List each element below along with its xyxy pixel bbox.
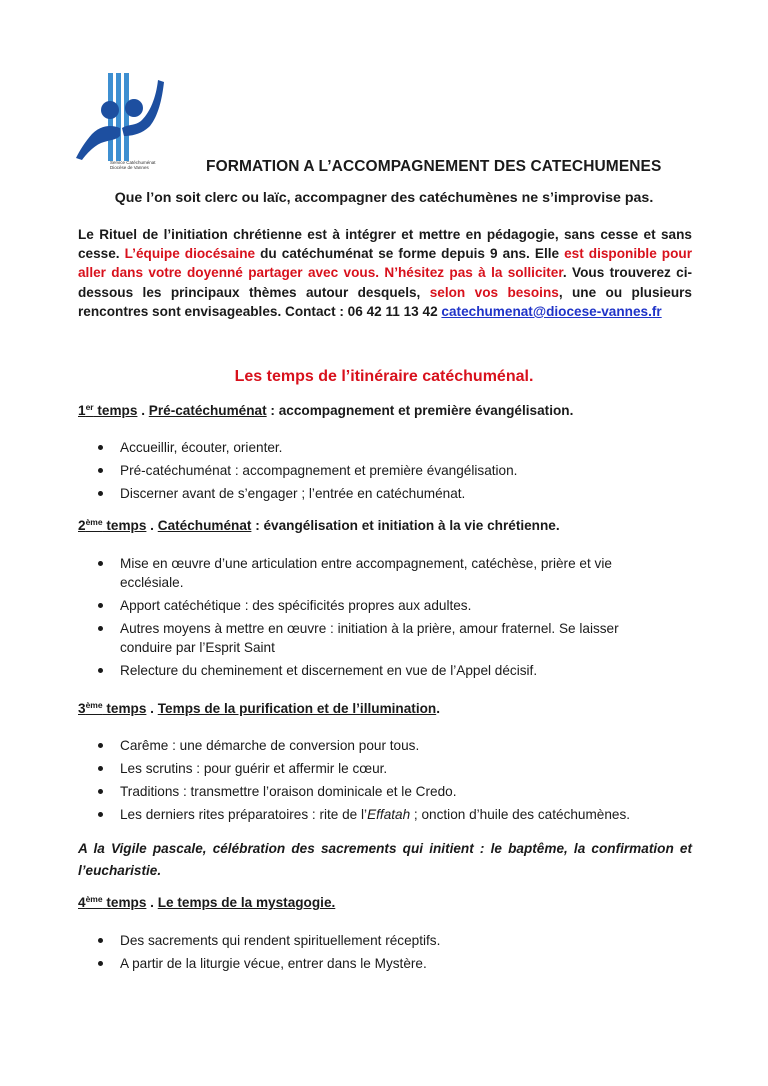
page-title: FORMATION A L’ACCOMPAGNEMENT DES CATECHUMENES bbox=[206, 158, 662, 175]
bullet-icon bbox=[98, 938, 103, 943]
bullet-icon bbox=[98, 668, 103, 673]
bullet-icon bbox=[98, 743, 103, 748]
svg-text:Service Catéchuménat: Service Catéchuménat bbox=[110, 160, 156, 165]
list-item: Relecture du cheminement et discernement en vue de l’Appel décisif. bbox=[96, 661, 656, 680]
highlight-disponible: est disponible pour aller dans votre doyenné partager avec vous. N’hésitez pas à la solliciter bbox=[78, 246, 693, 281]
list-item: Autres moyens à mettre en œuvre : initiation à la prière, amour fraternel. Se laisser conduire par l’Esprit Saint bbox=[96, 619, 656, 657]
list-item: A partir de la liturgie vécue, entrer dans le Mystère. bbox=[96, 954, 656, 973]
temps-3-list bbox=[96, 736, 656, 828]
temps-4-heading: 4ème temps . Le temps de la mystagogie. bbox=[78, 894, 336, 910]
svg-text:Diocèse de Vannes: Diocèse de Vannes bbox=[110, 165, 149, 170]
temps-3-heading: 3ème temps . Temps de la purification et de l’illumination. bbox=[78, 700, 440, 716]
list-item: Accueillir, écouter, orienter. bbox=[96, 438, 656, 457]
contact-email-link[interactable]: catechumenat@diocese-vannes.fr bbox=[441, 303, 662, 319]
temps-2-list bbox=[96, 554, 656, 684]
bullet-icon bbox=[98, 491, 103, 496]
page-subtitle: Que l’on soit clerc ou laïc, accompagner des catéchumènes ne s’improvise pas. bbox=[114, 190, 654, 206]
bullet-icon bbox=[98, 603, 103, 608]
list-item: Discerner avant de s’engager ; l’entrée en catéchuménat. bbox=[96, 484, 656, 503]
temps-1-list bbox=[96, 438, 656, 507]
logo-figures-icon bbox=[70, 70, 170, 170]
temps-2-heading: 2ème temps . Catéchuménat : évangélisation et initiation à la vie chrétienne. bbox=[78, 517, 560, 533]
catechumenat-logo bbox=[70, 70, 170, 170]
bullet-icon bbox=[98, 445, 103, 450]
bullet-icon bbox=[98, 561, 103, 566]
bullet-icon bbox=[98, 789, 103, 794]
highlight-equipe: L’équipe diocésaine bbox=[124, 246, 256, 262]
bullet-icon bbox=[98, 766, 103, 771]
list-item: Des sacrements qui rendent spirituellement réceptifs. bbox=[96, 931, 656, 950]
highlight-besoins: selon vos besoins bbox=[429, 284, 559, 300]
bullet-icon bbox=[98, 468, 103, 473]
list-item: Les derniers rites préparatoires : rite de l’Effatah ; onction d’huile des catéchumènes. bbox=[96, 805, 656, 824]
list-item: Les scrutins : pour guérir et affermir le cœur. bbox=[96, 759, 656, 778]
list-item: Apport catéchétique : des spécificités propres aux adultes. bbox=[96, 596, 656, 615]
list-item: Traditions : transmettre l’oraison dominicale et le Credo. bbox=[96, 782, 656, 801]
bullet-icon bbox=[98, 812, 103, 817]
bullet-icon bbox=[98, 626, 103, 631]
temps-1-heading: 1er temps . Pré-catéchuménat : accompagnement et première évangélisation. bbox=[78, 402, 574, 418]
list-item: Carême : une démarche de conversion pour tous. bbox=[96, 736, 656, 755]
list-item: Mise en œuvre d’une articulation entre accompagnement, catéchèse, prière et vie ecclésiale. bbox=[96, 554, 656, 592]
list-item: Pré-catéchuménat : accompagnement et première évangélisation. bbox=[96, 461, 656, 480]
bullet-icon bbox=[98, 961, 103, 966]
section-title: Les temps de l’itinéraire catéchuménal. bbox=[234, 368, 534, 385]
vigile-paragraph: A la Vigile pascale, célébration des sacrements qui initient : le baptême, la confirmation et l’eucharistie. bbox=[78, 841, 692, 878]
temps-4-list bbox=[96, 931, 656, 977]
intro-paragraph: Le Rituel de l’initiation chrétienne est à intégrer et mettre en pédagogie, sans cesse et sans cesse. L’équipe diocésaine du catéchuménat se forme depuis 9 ans. Elle est disponible pour aller dans votre doyenné partager avec vous. N’hésitez pas à la solliciter. Vous trouverez ci-dessous les principaux thèmes autour desquels, selon vos besoins, une ou plusieurs rencontres sont envisageables. Contact : 06 42 11 13 42 catechumenat@diocese-vannes.fr bbox=[78, 227, 693, 319]
